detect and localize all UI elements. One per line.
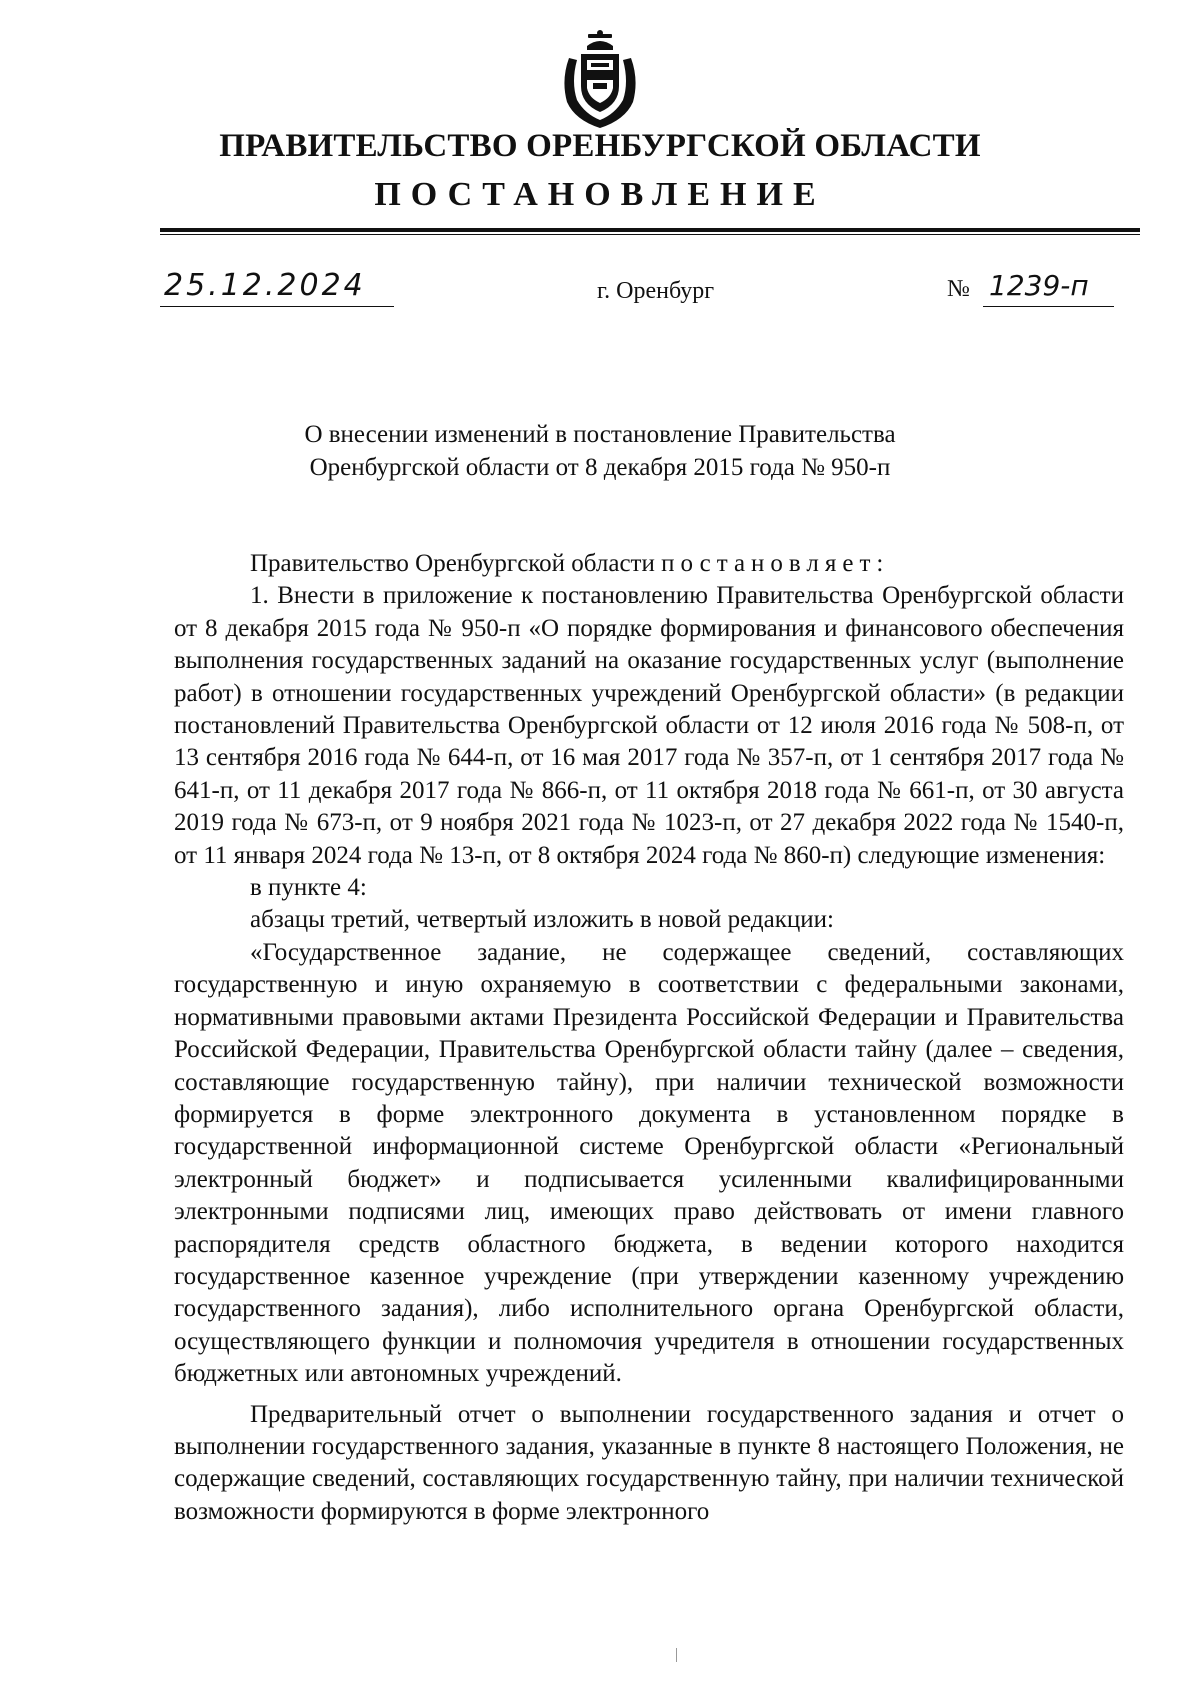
- header-divider: [160, 228, 1140, 232]
- document-body: [174, 548, 1124, 1528]
- intro-text: Правительство Оренбургской области: [250, 550, 655, 577]
- title-line-1: О внесении изменений в постановление Правительства: [304, 421, 896, 448]
- intro-paragraph: [174, 548, 1124, 580]
- organization-name: ПРАВИТЕЛЬСТВО ОРЕНБУРГСКОЙ ОБЛАСТИ: [219, 128, 981, 164]
- paragraph-3: абзацы третий, четвертый изложить в новой редакции:: [250, 906, 834, 934]
- page-mark: [676, 1648, 677, 1662]
- document-type: ПОСТАНОВЛЕНИЕ: [374, 176, 826, 213]
- document-city: г. Оренбург: [597, 278, 715, 304]
- paragraph-5: Предварительный отчет о выполнении государственного задания и отчет о выполнении государственного задания, указанные в пункте 8 настоящего Положения, не содержащие сведений, составляющих государственную тайну, при наличии технической возможности формируются в форме электронного: [174, 1400, 1124, 1525]
- document-number: 1239-п: [983, 266, 1114, 307]
- paragraph-2: в пункте 4:: [250, 874, 367, 902]
- intro-verb: постановляет:: [661, 550, 890, 577]
- document-date: 25.12.2024: [160, 266, 394, 307]
- title-line-2: Оренбургской области от 8 декабря 2015 года № 950-п: [309, 454, 891, 481]
- document-title: [0, 418, 1200, 484]
- number-label: №: [947, 276, 970, 302]
- paragraph-4: «Государственное задание, не содержащее сведений, составляющих государственную и иную охраняемую в соответствии с федеральными законами, нормативными правовыми актами Президента Российской Федерации и Правительства Российской Федерации, Правительства Оренбургской области тайну (далее – сведения, составляющие государственную тайну), при наличии технической возможности формируется в форме электронного документа в установленном порядке в государственной информационной системе Оренбургской области «Региональный электронный бюджет» и подписывается усиленными квалифицированными электронными подписями лиц, имеющих право действовать от имени главного распорядителя средств областного бюджета, в ведении которого находится государственное казенное учреждение (при утверждении казенному учреждению государственного задания), либо исполнительного органа Оренбургской области, осуществляющего функции и полномочия учредителя в отношении государственных бюджетных или автономных учреждений.: [174, 938, 1124, 1388]
- paragraph-1: 1. Внести в приложение к постановлению Правительства Оренбургской области от 8 декабря 2015 года № 950-п «О порядке формирования и финансового обеспечения выполнения государственных заданий на оказание государственных услуг (выполнение работ) в отношении государственных учреждений Оренбургской области» (в редакции постановлений Правительства Оренбургской области от 12 июля 2016 года № 508-п, от 13 сентября 2016 года № 644-п, от 16 мая 2017 года № 357-п, от 1 сентября 2017 года № 641-п, от 11 декабря 2017 года № 866-п, от 11 октября 2018 года № 661-п, от 30 августа 2019 года № 673-п, от 9 ноября 2021 года № 1023-п, от 27 декабря 2022 года № 1540-п, от 11 января 2024 года № 13-п, от 8 октября 2024 года № 860-п) следующие изменения:: [174, 582, 1124, 869]
- header-divider-thin: [160, 234, 1140, 235]
- coat-of-arms-icon: [557, 30, 643, 130]
